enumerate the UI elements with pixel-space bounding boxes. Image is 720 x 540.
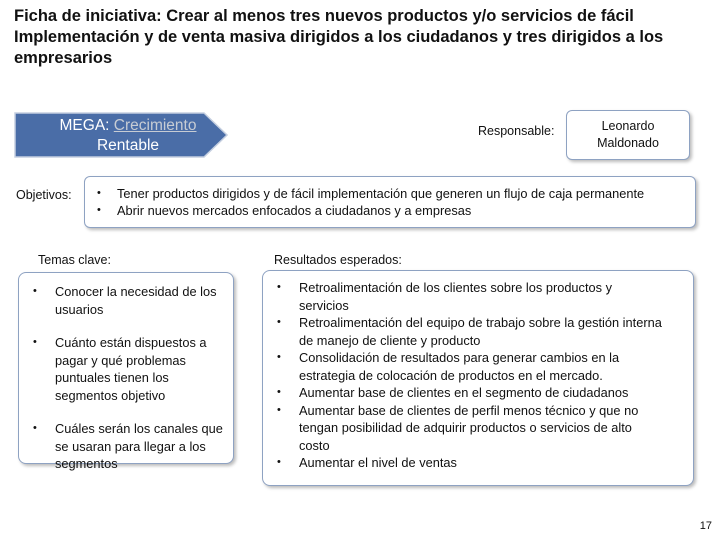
key-topics-list <box>27 283 223 473</box>
objectives-box <box>84 176 696 228</box>
responsible-name-line1: Leonardo <box>601 119 655 133</box>
responsible-box <box>566 110 690 160</box>
expected-result-item: • Retroalimentación de los clientes sobre los productos y servicios <box>271 279 665 314</box>
mega-link[interactable]: Crecimiento <box>113 117 197 134</box>
expected-result-item: • Aumentar el nivel de ventas <box>271 454 665 472</box>
expected-result-item: • Consolidación de resultados para generar cambios en la estrategia de colocación de productos en el mercado. <box>271 349 665 384</box>
page-number: 17 <box>699 520 712 532</box>
expected-result-item: • Aumentar base de clientes de perfil menos técnico y que no tengan posibilidad de adquirir productos o servicios de alto costo <box>271 402 665 455</box>
objectives-label: Objetivos: <box>16 188 72 202</box>
objective-item: • Abrir nuevos mercados enfocados a ciudadanos y a empresas <box>97 202 644 219</box>
responsible-name-line2: Maldonado <box>597 136 659 150</box>
mega-prefix: MEGA: <box>59 117 114 134</box>
mega-second-line: Rentable <box>96 137 160 154</box>
mega-text <box>28 116 228 156</box>
mega-arrow-banner <box>14 112 228 158</box>
key-topics-label: Temas clave: <box>38 253 111 267</box>
expected-result-item: • Aumentar base de clientes en el segmento de ciudadanos <box>271 384 665 402</box>
key-topics-box <box>18 272 234 471</box>
key-topic-item: • Conocer la necesidad de los usuarios <box>27 283 223 318</box>
expected-results-box <box>262 270 694 486</box>
expected-results-label: Resultados esperados: <box>274 253 402 267</box>
key-topic-item: • Cuánto están dispuestos a pagar y qué problemas puntuales tienen los segmentos objetivo <box>27 334 223 404</box>
expected-result-item: • Retroalimentación del equipo de trabajo sobre la gestión interna de manejo de cliente y producto <box>271 314 665 349</box>
objectives-list <box>97 185 644 219</box>
expected-results-list <box>271 279 665 472</box>
responsible-label: Responsable: <box>478 124 555 138</box>
key-topic-item: • Cuáles serán los canales que se usaran para llegar a los segmentos <box>27 420 223 473</box>
objective-item: • Tener productos dirigidos y de fácil implementación que generen un flujo de caja permanente <box>97 185 644 202</box>
page-title: Ficha de iniciativa: Crear al menos tres nuevos productos y/o servicios de fácil Implementación y de venta masiva dirigidos a los ciudadanos y tres dirigidos a los empresarios <box>14 7 664 67</box>
